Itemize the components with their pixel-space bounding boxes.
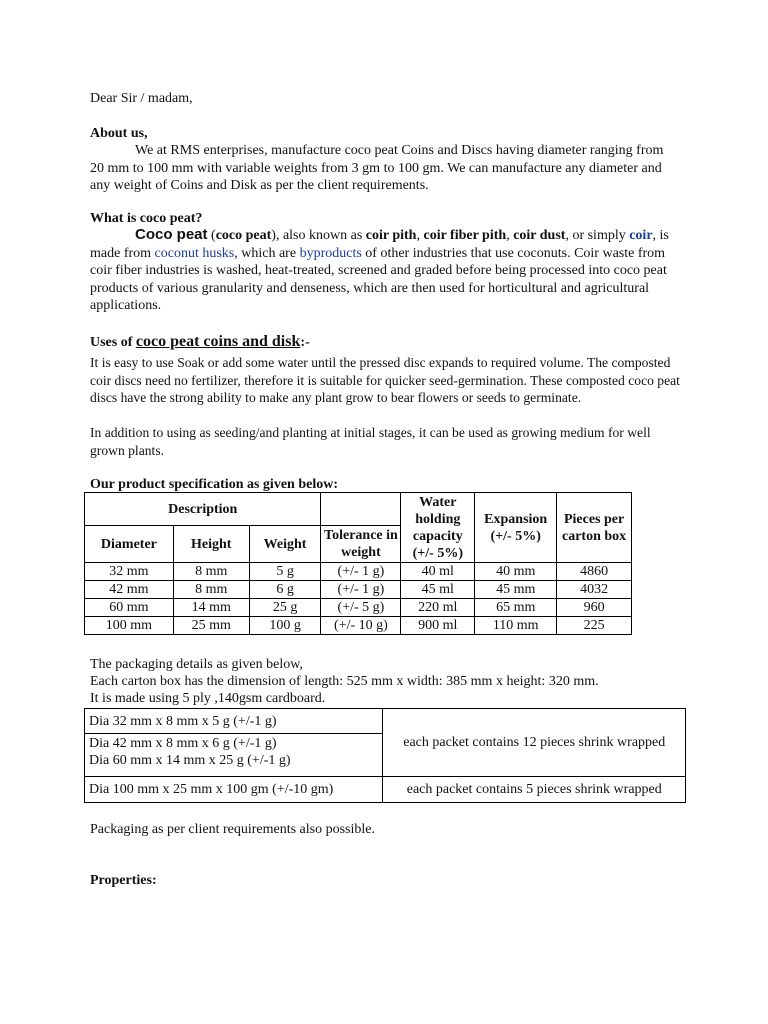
header-expansion: Expansion (+/- 5%) — [475, 493, 557, 563]
table-row — [85, 563, 632, 581]
text-fragment: ), also known as — [271, 228, 366, 243]
header-height: Height — [173, 526, 249, 563]
cell: (+/- 10 g) — [321, 617, 401, 635]
text-fragment: , is made from — [90, 228, 669, 261]
cell: 14 mm — [173, 599, 249, 617]
cell: (+/- 5 g) — [321, 599, 401, 617]
coconut-husks-link[interactable]: coconut husks — [154, 245, 235, 261]
about-text: We at RMS enterprises, manufacture coco peat Coins and Discs having diameter ranging from 20 mm to 100 mm with variable weights from 3 gm to 100 gm. We can manufacture any diameter and any weight of Coins and Disk as per the client requirements. — [90, 143, 664, 193]
cell: 60 mm — [85, 599, 174, 617]
coco-peat-alt: coco peat — [215, 228, 272, 243]
cell: 8 mm — [173, 581, 249, 599]
coir-link[interactable]: coir — [629, 228, 653, 243]
what-is-heading: What is coco peat? — [90, 211, 203, 226]
coir-fiber-pith-term: coir fiber pith — [423, 228, 507, 243]
cell: (+/- 1 g) — [321, 563, 401, 581]
cell: (+/- 1 g) — [321, 581, 401, 599]
cell: 45 ml — [401, 581, 475, 599]
coco-peat-term: Coco peat — [135, 226, 208, 243]
packaging-item: Dia 32 mm x 8 mm x 5 g (+/-1 g) — [85, 709, 383, 734]
spec-heading: Our product specification as given below: — [90, 477, 338, 492]
description-header: Description — [85, 493, 321, 526]
header-diameter: Diameter — [85, 526, 174, 563]
packaging-item: Dia 42 mm x 8 mm x 6 g (+/-1 g) — [85, 734, 383, 752]
cell: 960 — [557, 599, 632, 617]
about-heading: About us, — [90, 126, 148, 141]
cell: 6 g — [249, 581, 321, 599]
header-tolerance: Tolerance in weight — [321, 526, 401, 563]
header-water-holding: Water holding capacity (+/- 5%) — [401, 493, 475, 563]
cell: 25 mm — [173, 617, 249, 635]
cell: 45 mm — [475, 581, 557, 599]
cell: 42 mm — [85, 581, 174, 599]
cell: 32 mm — [85, 563, 174, 581]
packaging-item: Dia 60 mm x 14 mm x 25 g (+/-1 g) — [85, 752, 383, 777]
packaging-line-3: It is made using 5 ply ,140gsm cardboard. — [90, 691, 326, 706]
text-fragment: , — [506, 228, 514, 243]
cell: 25 g — [249, 599, 321, 617]
cell: 40 ml — [401, 563, 475, 581]
table-row — [85, 599, 632, 617]
uses-title: coco peat coins and disk — [135, 333, 301, 350]
header-pieces-per-box: Pieces per carton box — [557, 493, 632, 563]
cell: 225 — [557, 617, 632, 635]
packaging-note-12: each packet contains 12 pieces shrink wrapped — [383, 709, 686, 777]
text-fragment: , or simply — [565, 228, 630, 243]
text-fragment: of other industries that use coconuts. Coir waste from coir fiber industries is washed, heat-treated, screened and graded before being processed into coco peat products of various granularity and denseness, which are then used for horticultural and agricultural applications. — [90, 245, 667, 313]
packaging-item: Dia 100 mm x 25 mm x 100 gm (+/-10 gm) — [85, 777, 383, 803]
table-row — [85, 581, 632, 599]
uses-suffix: :- — [300, 335, 310, 350]
uses-heading — [90, 333, 680, 352]
cell: 100 g — [249, 617, 321, 635]
cell: 5 g — [249, 563, 321, 581]
cell: 4032 — [557, 581, 632, 599]
cell: 220 ml — [401, 599, 475, 617]
cell: 40 mm — [475, 563, 557, 581]
packaging-line-1: The packaging details as given below, — [90, 657, 303, 672]
text-fragment: ( — [207, 228, 216, 243]
blank-header-cell — [321, 493, 401, 526]
byproducts-link[interactable]: byproducts — [299, 245, 362, 261]
properties-heading: Properties: — [90, 873, 157, 888]
coir-dust-term: coir dust — [513, 228, 566, 243]
cell: 110 mm — [475, 617, 557, 635]
client-note: Packaging as per client requirements also possible. — [90, 822, 375, 837]
cell: 8 mm — [173, 563, 249, 581]
header-weight: Weight — [249, 526, 321, 563]
packaging-table — [84, 708, 686, 803]
text-fragment: , — [416, 228, 424, 243]
cell: 900 ml — [401, 617, 475, 635]
coir-pith-term: coir pith — [365, 228, 417, 243]
uses-prefix: Uses of — [90, 335, 136, 350]
table-row — [85, 777, 686, 803]
table-row — [85, 617, 632, 635]
text-fragment: , which are — [234, 245, 300, 261]
packaging-line-2: Each carton box has the dimension of length: 525 mm x width: 385 mm x height: 320 mm. — [90, 674, 599, 689]
packaging-note-5: each packet contains 5 pieces shrink wrapped — [383, 777, 686, 803]
greeting: Dear Sir / madam, — [90, 91, 193, 106]
what-is-text — [90, 226, 680, 315]
uses-paragraph-2: In addition to using as seeding/and planting at initial stages, it can be used as growing medium for well grown plants. — [90, 425, 651, 458]
table-row — [85, 709, 686, 734]
cell: 100 mm — [85, 617, 174, 635]
spec-table — [84, 492, 632, 635]
cell: 65 mm — [475, 599, 557, 617]
uses-paragraph-1: It is easy to use Soak or add some water until the pressed disc expands to required volume. The composted coir discs need no fertilizer, therefore it is suitable for quicker seed-germination. These composted coco peat discs have the strong ability to make any plant grow to bear flowers or seeds to germinate. — [90, 355, 680, 405]
cell: 4860 — [557, 563, 632, 581]
